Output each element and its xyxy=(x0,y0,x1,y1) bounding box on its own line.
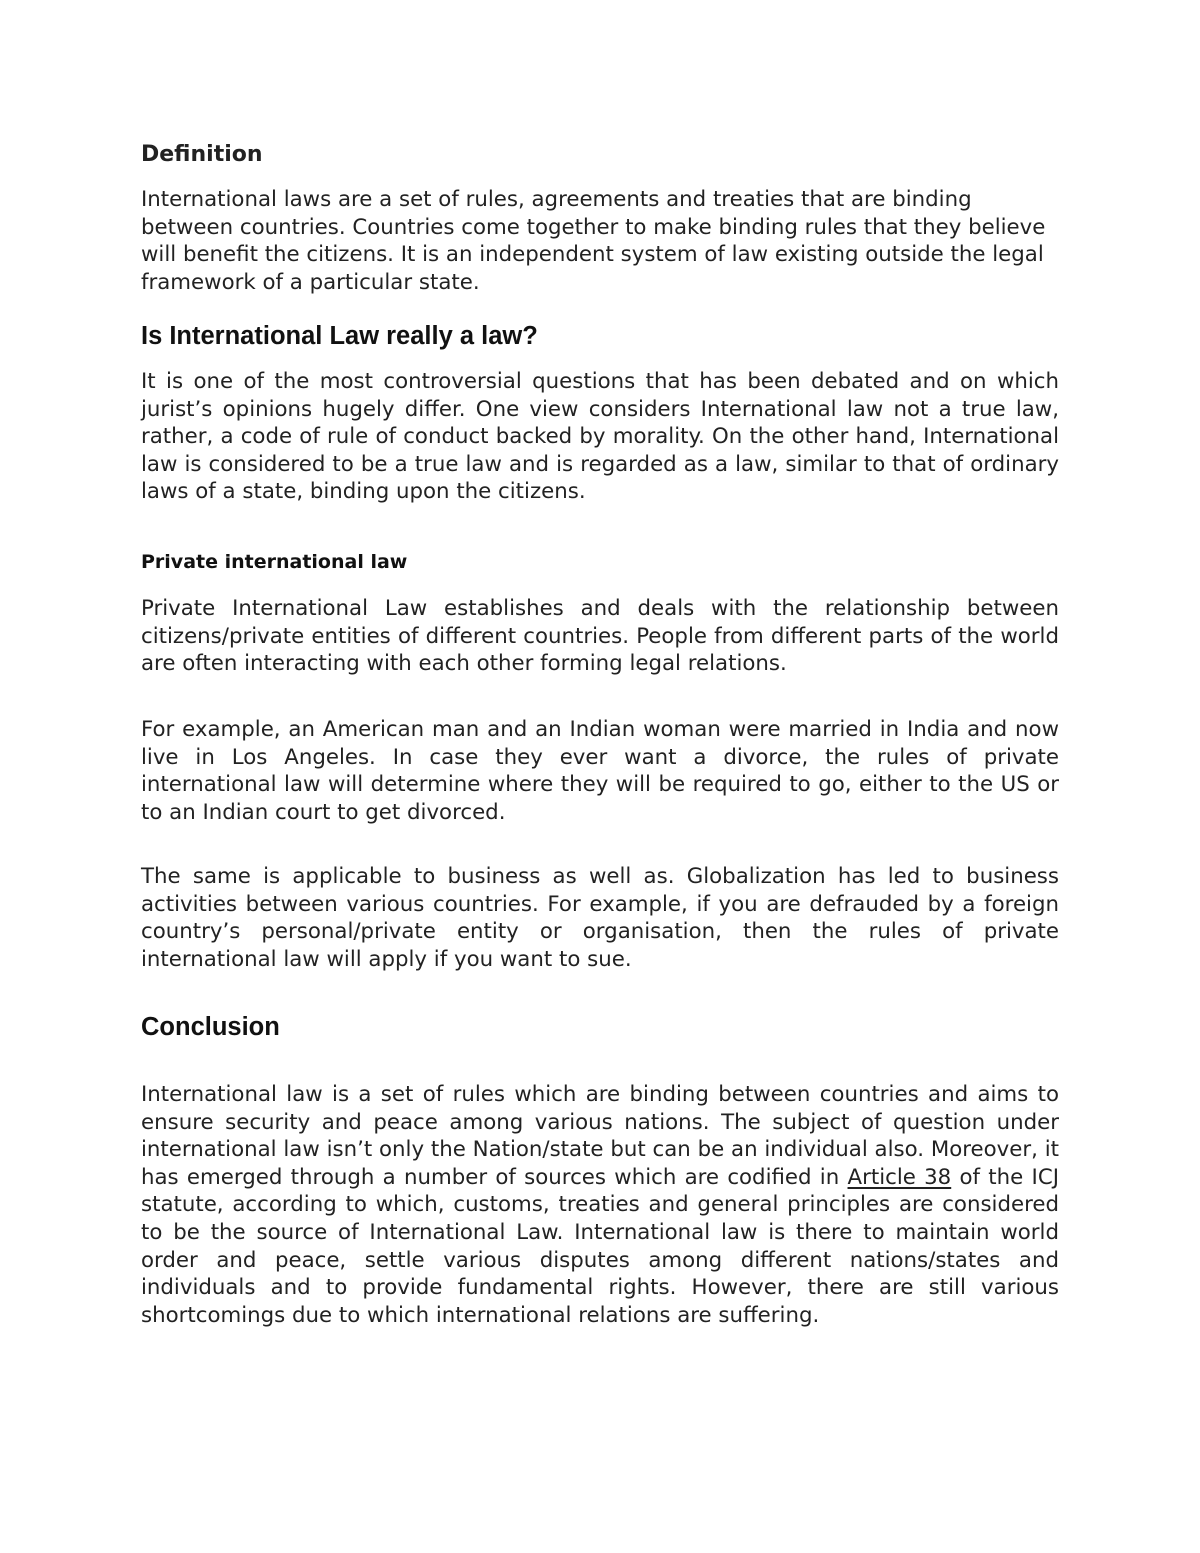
definition-paragraph: International laws are a set of rules, agreements and treaties that are binding between countries. Countries come together to make binding rules that they believe will benefit the citizens. It is an independent system of law existing outside the legal framework of a particular state. xyxy=(141,187,1046,295)
private-law-heading: Private international law xyxy=(141,551,408,573)
private-law-paragraph-1: Private International Law establishes and deals with the relationship between citizens/private entities of different countries. People from different parts of the world are often interacting with each other forming legal relations. xyxy=(141,596,1059,677)
private-law-paragraph-3: The same is applicable to business as well as. Globalization has led to business activities between various countries. For example, if you are defrauded by a foreign country’s personal/private entity or organisation, then the rules of private international law will apply if you want to sue. xyxy=(141,864,1059,972)
conclusion-paragraph xyxy=(141,1081,1059,1329)
definition-heading: Definition xyxy=(141,142,263,167)
conclusion-heading: Conclusion xyxy=(141,1013,280,1041)
private-law-paragraph-2: For example, an American man and an Indian woman were married in India and now live in Los Angeles. In case they ever want a divorce, the rules of private international law will determine where they will be required to go, either to the US or to an Indian court to get divorced. xyxy=(141,717,1059,825)
is-law-heading: Is International Law really a law? xyxy=(141,322,538,350)
article-38-link[interactable]: Article 38 xyxy=(847,1164,952,1190)
is-law-paragraph: It is one of the most controversial questions that has been debated and on which jurist’s opinions hugely differ. One view considers International law not a true law, rather, a code of rule of conduct backed by morality. On the other hand, International law is considered to be a true law and is regarded as a law, similar to that of ordinary laws of a state, binding upon the citizens. xyxy=(141,369,1059,505)
conclusion-text-before-link: International law is a set of rules which are binding between countries and aims to ensure security and peace among various nations. The subject of question under international law isn’t only the Nation/state but can be an individual also. Moreover, it has emerged through a number of sources which are codified in xyxy=(141,1082,1059,1190)
conclusion-text-after-link: of the ICJ statute, according to which, customs, treaties and general principles are considered to be the source of International Law. International law is there to maintain world order and peace, settle various disputes among different nations/states and individuals and to provide fundamental rights. However, there are still various shortcomings due to which international relations are suffering. xyxy=(141,1164,1059,1328)
